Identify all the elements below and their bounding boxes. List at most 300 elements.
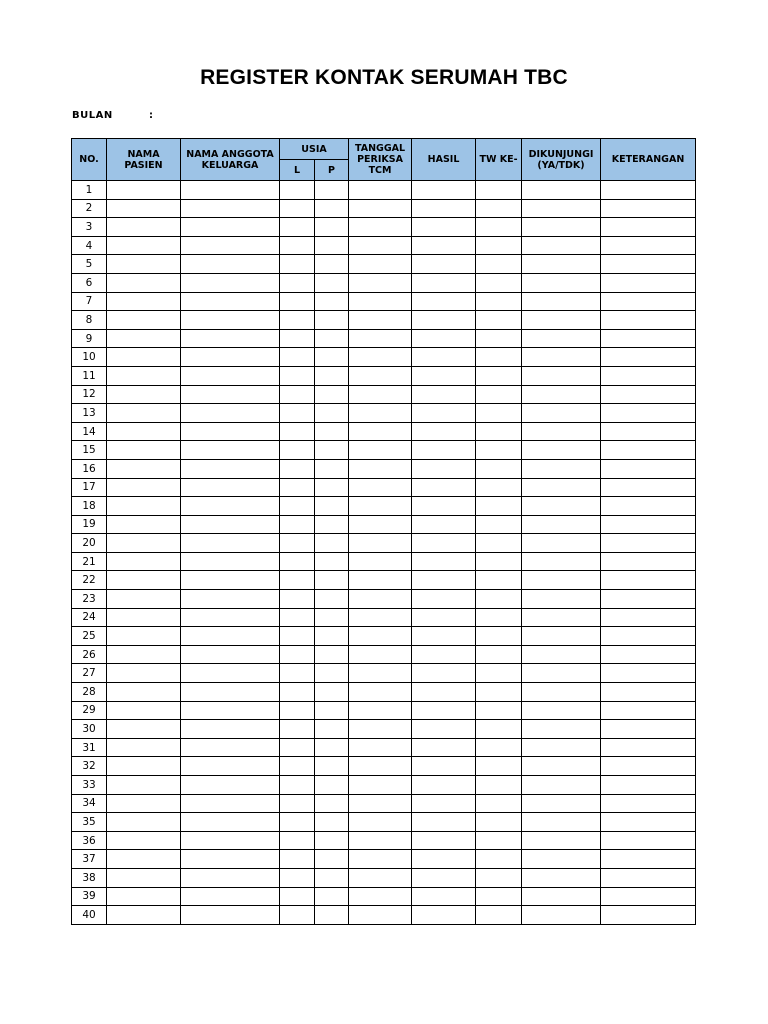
tw-cell[interactable] [476,273,522,292]
tanggal-cell[interactable] [349,404,412,423]
tw-cell[interactable] [476,497,522,516]
usia-l-cell[interactable] [280,850,315,869]
usia-l-cell[interactable] [280,590,315,609]
keterangan-cell[interactable] [601,255,696,274]
tanggal-cell[interactable] [349,701,412,720]
dikunjungi-cell[interactable] [522,329,601,348]
usia-l-cell[interactable] [280,199,315,218]
usia-l-cell[interactable] [280,292,315,311]
nama-pasien-cell[interactable] [107,552,181,571]
dikunjungi-cell[interactable] [522,664,601,683]
tw-cell[interactable] [476,311,522,330]
tanggal-cell[interactable] [349,273,412,292]
nama-anggota-cell[interactable] [181,794,280,813]
keterangan-cell[interactable] [601,738,696,757]
nama-anggota-cell[interactable] [181,645,280,664]
usia-l-cell[interactable] [280,497,315,516]
keterangan-cell[interactable] [601,552,696,571]
nama-pasien-cell[interactable] [107,329,181,348]
dikunjungi-cell[interactable] [522,571,601,590]
nama-anggota-cell[interactable] [181,311,280,330]
usia-p-cell[interactable] [315,906,349,925]
keterangan-cell[interactable] [601,850,696,869]
keterangan-cell[interactable] [601,366,696,385]
nama-pasien-cell[interactable] [107,776,181,795]
usia-p-cell[interactable] [315,236,349,255]
tw-cell[interactable] [476,720,522,739]
nama-pasien-cell[interactable] [107,311,181,330]
hasil-cell[interactable] [412,181,476,200]
dikunjungi-cell[interactable] [522,422,601,441]
hasil-cell[interactable] [412,497,476,516]
nama-pasien-cell[interactable] [107,571,181,590]
nama-anggota-cell[interactable] [181,571,280,590]
hasil-cell[interactable] [412,478,476,497]
dikunjungi-cell[interactable] [522,459,601,478]
usia-p-cell[interactable] [315,627,349,646]
dikunjungi-cell[interactable] [522,515,601,534]
tanggal-cell[interactable] [349,311,412,330]
hasil-cell[interactable] [412,385,476,404]
hasil-cell[interactable] [412,292,476,311]
nama-anggota-cell[interactable] [181,441,280,460]
usia-p-cell[interactable] [315,255,349,274]
dikunjungi-cell[interactable] [522,366,601,385]
hasil-cell[interactable] [412,683,476,702]
keterangan-cell[interactable] [601,385,696,404]
nama-anggota-cell[interactable] [181,497,280,516]
nama-pasien-cell[interactable] [107,181,181,200]
usia-p-cell[interactable] [315,497,349,516]
keterangan-cell[interactable] [601,422,696,441]
tanggal-cell[interactable] [349,590,412,609]
nama-anggota-cell[interactable] [181,218,280,237]
usia-l-cell[interactable] [280,218,315,237]
tanggal-cell[interactable] [349,608,412,627]
hasil-cell[interactable] [412,906,476,925]
keterangan-cell[interactable] [601,776,696,795]
tanggal-cell[interactable] [349,906,412,925]
nama-pasien-cell[interactable] [107,366,181,385]
usia-l-cell[interactable] [280,571,315,590]
tanggal-cell[interactable] [349,422,412,441]
usia-l-cell[interactable] [280,720,315,739]
hasil-cell[interactable] [412,534,476,553]
keterangan-cell[interactable] [601,199,696,218]
usia-p-cell[interactable] [315,571,349,590]
usia-l-cell[interactable] [280,757,315,776]
keterangan-cell[interactable] [601,273,696,292]
keterangan-cell[interactable] [601,720,696,739]
usia-p-cell[interactable] [315,273,349,292]
nama-pasien-cell[interactable] [107,422,181,441]
nama-anggota-cell[interactable] [181,608,280,627]
dikunjungi-cell[interactable] [522,757,601,776]
dikunjungi-cell[interactable] [522,887,601,906]
usia-l-cell[interactable] [280,255,315,274]
hasil-cell[interactable] [412,627,476,646]
dikunjungi-cell[interactable] [522,868,601,887]
tanggal-cell[interactable] [349,571,412,590]
keterangan-cell[interactable] [601,645,696,664]
keterangan-cell[interactable] [601,329,696,348]
dikunjungi-cell[interactable] [522,478,601,497]
dikunjungi-cell[interactable] [522,181,601,200]
tw-cell[interactable] [476,887,522,906]
tw-cell[interactable] [476,385,522,404]
nama-anggota-cell[interactable] [181,887,280,906]
nama-pasien-cell[interactable] [107,404,181,423]
dikunjungi-cell[interactable] [522,273,601,292]
tw-cell[interactable] [476,868,522,887]
usia-p-cell[interactable] [315,701,349,720]
keterangan-cell[interactable] [601,887,696,906]
dikunjungi-cell[interactable] [522,348,601,367]
tw-cell[interactable] [476,348,522,367]
nama-anggota-cell[interactable] [181,534,280,553]
dikunjungi-cell[interactable] [522,683,601,702]
dikunjungi-cell[interactable] [522,794,601,813]
tw-cell[interactable] [476,366,522,385]
tanggal-cell[interactable] [349,236,412,255]
keterangan-cell[interactable] [601,459,696,478]
nama-pasien-cell[interactable] [107,459,181,478]
tanggal-cell[interactable] [349,850,412,869]
nama-anggota-cell[interactable] [181,385,280,404]
tw-cell[interactable] [476,329,522,348]
dikunjungi-cell[interactable] [522,720,601,739]
nama-anggota-cell[interactable] [181,199,280,218]
dikunjungi-cell[interactable] [522,292,601,311]
tanggal-cell[interactable] [349,255,412,274]
usia-p-cell[interactable] [315,385,349,404]
tanggal-cell[interactable] [349,497,412,516]
usia-p-cell[interactable] [315,868,349,887]
hasil-cell[interactable] [412,645,476,664]
dikunjungi-cell[interactable] [522,311,601,330]
nama-anggota-cell[interactable] [181,515,280,534]
keterangan-cell[interactable] [601,813,696,832]
hasil-cell[interactable] [412,515,476,534]
keterangan-cell[interactable] [601,627,696,646]
usia-p-cell[interactable] [315,887,349,906]
hasil-cell[interactable] [412,776,476,795]
usia-l-cell[interactable] [280,515,315,534]
nama-anggota-cell[interactable] [181,850,280,869]
tw-cell[interactable] [476,701,522,720]
nama-anggota-cell[interactable] [181,478,280,497]
usia-p-cell[interactable] [315,422,349,441]
usia-l-cell[interactable] [280,868,315,887]
nama-pasien-cell[interactable] [107,887,181,906]
tanggal-cell[interactable] [349,552,412,571]
tw-cell[interactable] [476,757,522,776]
keterangan-cell[interactable] [601,478,696,497]
usia-l-cell[interactable] [280,534,315,553]
tanggal-cell[interactable] [349,776,412,795]
tw-cell[interactable] [476,683,522,702]
usia-p-cell[interactable] [315,459,349,478]
usia-l-cell[interactable] [280,794,315,813]
nama-anggota-cell[interactable] [181,292,280,311]
nama-pasien-cell[interactable] [107,534,181,553]
tw-cell[interactable] [476,906,522,925]
keterangan-cell[interactable] [601,701,696,720]
tw-cell[interactable] [476,404,522,423]
usia-p-cell[interactable] [315,645,349,664]
nama-anggota-cell[interactable] [181,273,280,292]
nama-pasien-cell[interactable] [107,608,181,627]
nama-pasien-cell[interactable] [107,273,181,292]
dikunjungi-cell[interactable] [522,255,601,274]
usia-l-cell[interactable] [280,887,315,906]
usia-p-cell[interactable] [315,738,349,757]
tanggal-cell[interactable] [349,645,412,664]
usia-p-cell[interactable] [315,441,349,460]
hasil-cell[interactable] [412,831,476,850]
usia-l-cell[interactable] [280,348,315,367]
nama-pasien-cell[interactable] [107,255,181,274]
hasil-cell[interactable] [412,813,476,832]
nama-pasien-cell[interactable] [107,868,181,887]
nama-pasien-cell[interactable] [107,645,181,664]
hasil-cell[interactable] [412,868,476,887]
tw-cell[interactable] [476,478,522,497]
usia-l-cell[interactable] [280,813,315,832]
keterangan-cell[interactable] [601,757,696,776]
usia-p-cell[interactable] [315,329,349,348]
tanggal-cell[interactable] [349,329,412,348]
hasil-cell[interactable] [412,404,476,423]
usia-l-cell[interactable] [280,441,315,460]
dikunjungi-cell[interactable] [522,385,601,404]
keterangan-cell[interactable] [601,794,696,813]
tanggal-cell[interactable] [349,738,412,757]
usia-p-cell[interactable] [315,478,349,497]
nama-pasien-cell[interactable] [107,515,181,534]
tw-cell[interactable] [476,181,522,200]
dikunjungi-cell[interactable] [522,552,601,571]
tw-cell[interactable] [476,292,522,311]
nama-pasien-cell[interactable] [107,497,181,516]
usia-l-cell[interactable] [280,478,315,497]
hasil-cell[interactable] [412,236,476,255]
nama-pasien-cell[interactable] [107,794,181,813]
usia-l-cell[interactable] [280,311,315,330]
nama-anggota-cell[interactable] [181,255,280,274]
dikunjungi-cell[interactable] [522,218,601,237]
tanggal-cell[interactable] [349,441,412,460]
tw-cell[interactable] [476,515,522,534]
nama-pasien-cell[interactable] [107,738,181,757]
usia-l-cell[interactable] [280,273,315,292]
usia-p-cell[interactable] [315,683,349,702]
usia-l-cell[interactable] [280,608,315,627]
usia-p-cell[interactable] [315,664,349,683]
keterangan-cell[interactable] [601,515,696,534]
nama-anggota-cell[interactable] [181,236,280,255]
dikunjungi-cell[interactable] [522,776,601,795]
tw-cell[interactable] [476,776,522,795]
usia-l-cell[interactable] [280,181,315,200]
usia-p-cell[interactable] [315,850,349,869]
hasil-cell[interactable] [412,199,476,218]
dikunjungi-cell[interactable] [522,441,601,460]
dikunjungi-cell[interactable] [522,404,601,423]
nama-pasien-cell[interactable] [107,757,181,776]
hasil-cell[interactable] [412,571,476,590]
usia-l-cell[interactable] [280,552,315,571]
hasil-cell[interactable] [412,441,476,460]
keterangan-cell[interactable] [601,571,696,590]
nama-pasien-cell[interactable] [107,701,181,720]
hasil-cell[interactable] [412,255,476,274]
tw-cell[interactable] [476,738,522,757]
keterangan-cell[interactable] [601,181,696,200]
tanggal-cell[interactable] [349,478,412,497]
usia-p-cell[interactable] [315,311,349,330]
tw-cell[interactable] [476,850,522,869]
usia-p-cell[interactable] [315,608,349,627]
tw-cell[interactable] [476,422,522,441]
tw-cell[interactable] [476,813,522,832]
tw-cell[interactable] [476,794,522,813]
tw-cell[interactable] [476,534,522,553]
nama-anggota-cell[interactable] [181,813,280,832]
hasil-cell[interactable] [412,701,476,720]
nama-pasien-cell[interactable] [107,906,181,925]
tw-cell[interactable] [476,831,522,850]
tanggal-cell[interactable] [349,292,412,311]
usia-l-cell[interactable] [280,701,315,720]
usia-l-cell[interactable] [280,627,315,646]
tanggal-cell[interactable] [349,757,412,776]
nama-anggota-cell[interactable] [181,868,280,887]
hasil-cell[interactable] [412,757,476,776]
keterangan-cell[interactable] [601,590,696,609]
tanggal-cell[interactable] [349,831,412,850]
nama-pasien-cell[interactable] [107,720,181,739]
keterangan-cell[interactable] [601,441,696,460]
tw-cell[interactable] [476,199,522,218]
tanggal-cell[interactable] [349,181,412,200]
dikunjungi-cell[interactable] [522,813,601,832]
tanggal-cell[interactable] [349,683,412,702]
tanggal-cell[interactable] [349,459,412,478]
keterangan-cell[interactable] [601,664,696,683]
dikunjungi-cell[interactable] [522,701,601,720]
usia-l-cell[interactable] [280,831,315,850]
usia-p-cell[interactable] [315,218,349,237]
hasil-cell[interactable] [412,590,476,609]
tw-cell[interactable] [476,627,522,646]
nama-pasien-cell[interactable] [107,813,181,832]
tanggal-cell[interactable] [349,348,412,367]
dikunjungi-cell[interactable] [522,831,601,850]
usia-p-cell[interactable] [315,831,349,850]
nama-pasien-cell[interactable] [107,441,181,460]
tw-cell[interactable] [476,590,522,609]
usia-p-cell[interactable] [315,813,349,832]
tw-cell[interactable] [476,255,522,274]
dikunjungi-cell[interactable] [522,236,601,255]
usia-p-cell[interactable] [315,757,349,776]
keterangan-cell[interactable] [601,497,696,516]
nama-pasien-cell[interactable] [107,850,181,869]
nama-pasien-cell[interactable] [107,292,181,311]
usia-p-cell[interactable] [315,348,349,367]
usia-p-cell[interactable] [315,515,349,534]
tw-cell[interactable] [476,571,522,590]
nama-anggota-cell[interactable] [181,831,280,850]
usia-l-cell[interactable] [280,683,315,702]
usia-l-cell[interactable] [280,366,315,385]
dikunjungi-cell[interactable] [522,199,601,218]
nama-pasien-cell[interactable] [107,831,181,850]
tanggal-cell[interactable] [349,534,412,553]
hasil-cell[interactable] [412,422,476,441]
keterangan-cell[interactable] [601,348,696,367]
usia-p-cell[interactable] [315,199,349,218]
tanggal-cell[interactable] [349,199,412,218]
dikunjungi-cell[interactable] [522,627,601,646]
hasil-cell[interactable] [412,794,476,813]
usia-l-cell[interactable] [280,776,315,795]
tanggal-cell[interactable] [349,720,412,739]
tanggal-cell[interactable] [349,627,412,646]
tw-cell[interactable] [476,218,522,237]
tw-cell[interactable] [476,441,522,460]
usia-p-cell[interactable] [315,534,349,553]
tw-cell[interactable] [476,608,522,627]
nama-anggota-cell[interactable] [181,906,280,925]
nama-anggota-cell[interactable] [181,701,280,720]
nama-anggota-cell[interactable] [181,422,280,441]
dikunjungi-cell[interactable] [522,590,601,609]
dikunjungi-cell[interactable] [522,738,601,757]
hasil-cell[interactable] [412,329,476,348]
tanggal-cell[interactable] [349,794,412,813]
nama-anggota-cell[interactable] [181,404,280,423]
nama-anggota-cell[interactable] [181,552,280,571]
usia-l-cell[interactable] [280,738,315,757]
nama-pasien-cell[interactable] [107,199,181,218]
usia-l-cell[interactable] [280,645,315,664]
tw-cell[interactable] [476,236,522,255]
nama-anggota-cell[interactable] [181,329,280,348]
usia-l-cell[interactable] [280,906,315,925]
tanggal-cell[interactable] [349,868,412,887]
hasil-cell[interactable] [412,850,476,869]
keterangan-cell[interactable] [601,906,696,925]
usia-p-cell[interactable] [315,292,349,311]
usia-p-cell[interactable] [315,366,349,385]
dikunjungi-cell[interactable] [522,906,601,925]
nama-anggota-cell[interactable] [181,776,280,795]
usia-p-cell[interactable] [315,552,349,571]
dikunjungi-cell[interactable] [522,608,601,627]
nama-pasien-cell[interactable] [107,385,181,404]
usia-p-cell[interactable] [315,720,349,739]
hasil-cell[interactable] [412,887,476,906]
tw-cell[interactable] [476,459,522,478]
nama-pasien-cell[interactable] [107,683,181,702]
usia-p-cell[interactable] [315,776,349,795]
tanggal-cell[interactable] [349,515,412,534]
dikunjungi-cell[interactable] [522,645,601,664]
tanggal-cell[interactable] [349,887,412,906]
hasil-cell[interactable] [412,720,476,739]
